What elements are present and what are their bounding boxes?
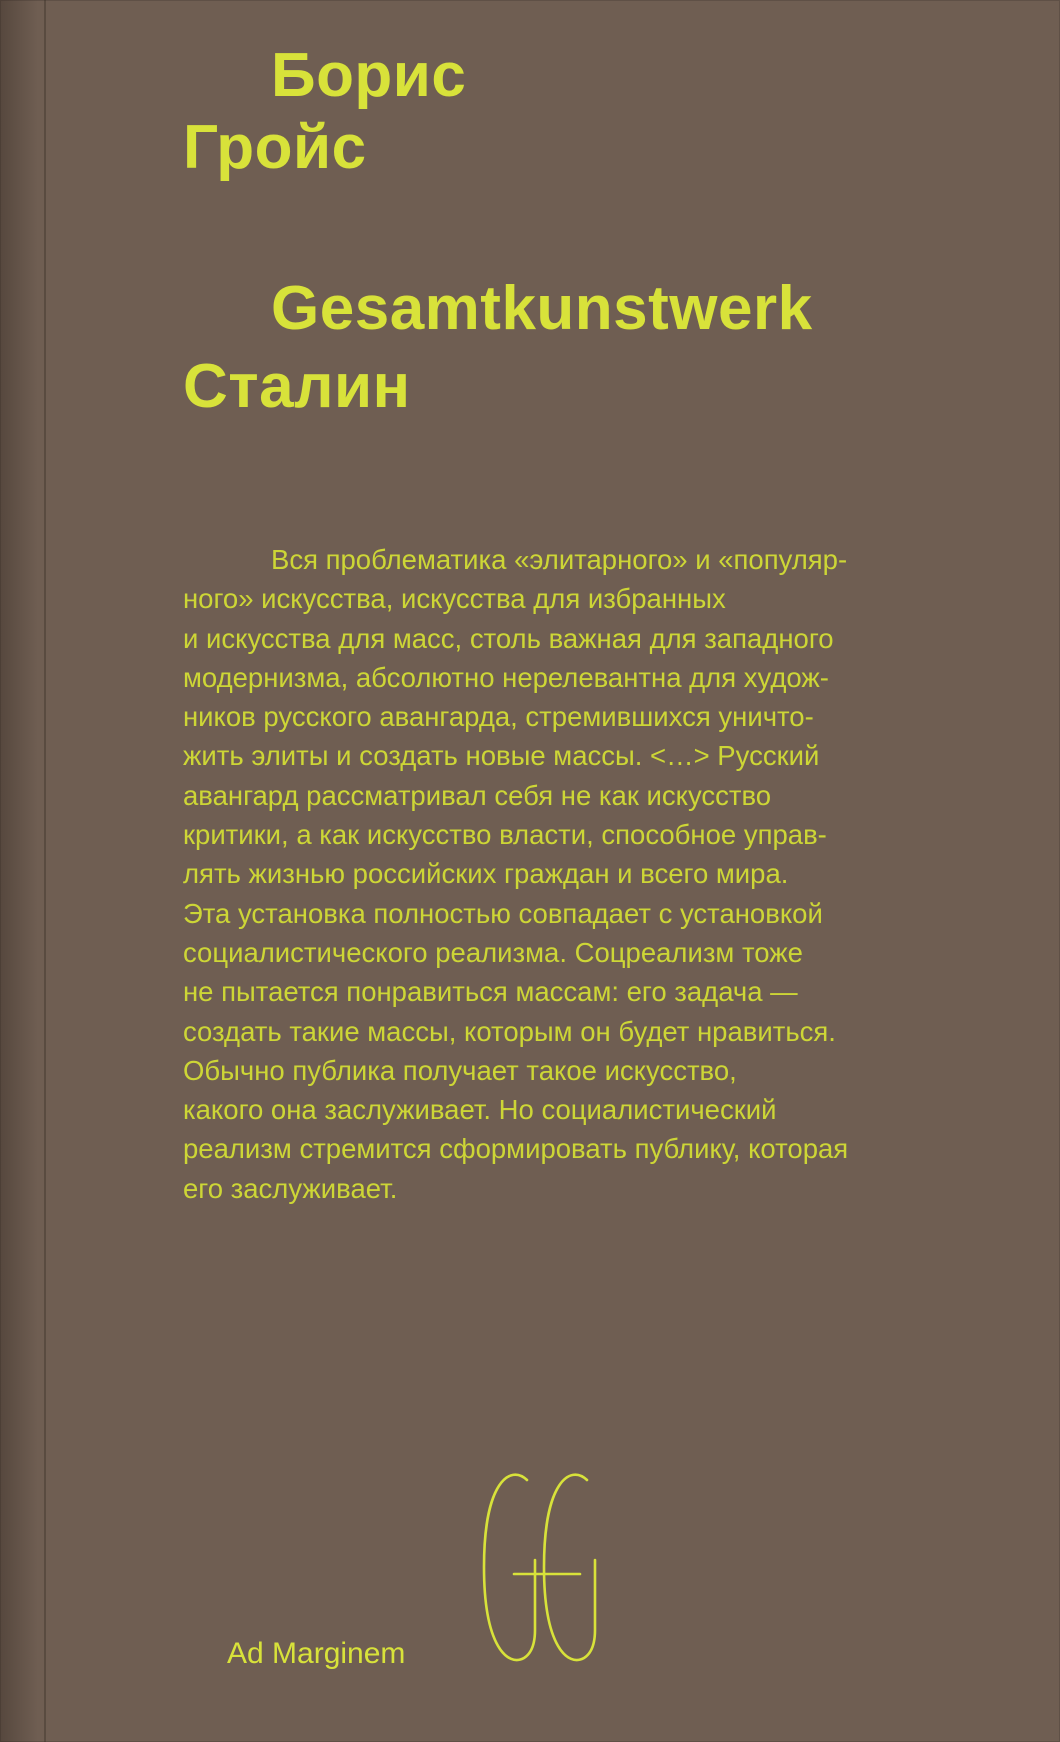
blurb-line: Обычно публика получает такое искусство, (183, 1054, 737, 1086)
blurb-line: реализм стремится сформировать публику, которая (183, 1133, 849, 1165)
book-title-line-1: Gesamtkunstwerk (271, 274, 813, 343)
blurb-line: создать такие массы, которым он будет нравиться. (183, 1015, 836, 1047)
book-title-line-2: Сталин (183, 352, 411, 421)
blurb-line: Вся проблематика «элитарного» и «популяр- (271, 544, 848, 575)
blurb-line: его заслуживает. (183, 1172, 398, 1204)
blurb-line: ников русского авангарда, стремившихся уничто- (183, 701, 814, 733)
author-name (183, 40, 466, 184)
author-last-name: Гройс (183, 113, 367, 182)
blurb-line: жить элиты и создать новые массы. <…> Русский (183, 740, 820, 772)
blurb-line: критики, а как искусство власти, способное управ- (183, 819, 827, 851)
book-title (183, 270, 813, 426)
blurb-line: ного» искусства, искусства для избранных (183, 583, 726, 615)
blurb-line: Эта установка полностью совпадает с установкой (183, 897, 823, 929)
blurb-text (183, 540, 983, 1208)
blurb-line: модернизма, абсолютно нерелевантна для худож- (183, 661, 829, 693)
blurb-line: социалистического реализма. Соцреализм тоже (183, 936, 803, 968)
blurb-line: лять жизнью российских граждан и всего мира. (183, 858, 789, 890)
author-first-name: Борис (271, 41, 467, 110)
blurb-line: и искусства для масс, столь важная для западного (183, 622, 834, 654)
spine-fold-line (44, 0, 46, 1742)
gg-monogram-icon (480, 1462, 600, 1672)
spine-shadow (0, 0, 38, 1742)
blurb-line: какого она заслуживает. Но социалистический (183, 1094, 777, 1126)
blurb-line: авангард рассматривал себя не как искусство (183, 779, 772, 811)
blurb-line: не пытается понравиться массам: его задача — (183, 976, 798, 1008)
publisher-name: Ad Marginem (227, 1637, 406, 1670)
